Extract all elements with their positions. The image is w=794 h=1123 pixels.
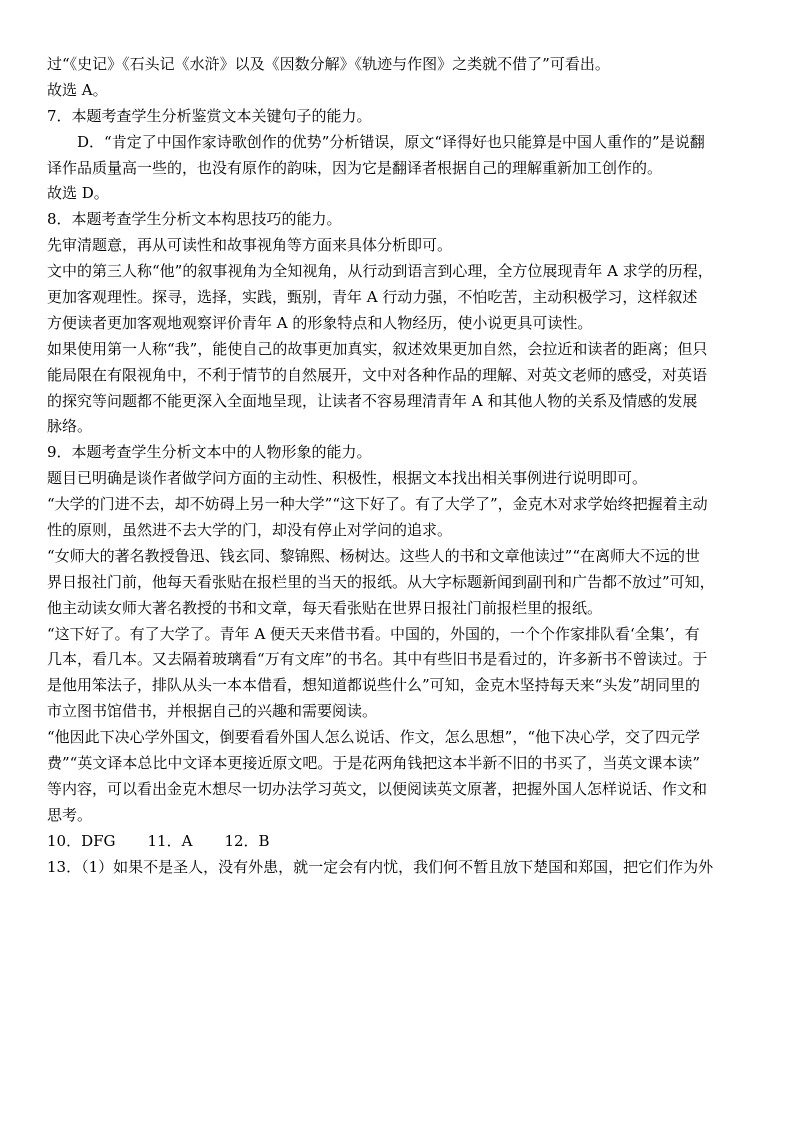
text-line: “女师大的著名教授鲁迅、钱玄同、黎锦熙、杨树达。这些人的书和文章他读过”“在离师大不远的世: [47, 546, 701, 565]
text-line: 费”“英文译本总比中文译本更接近原文吧。于是花两角钱把这本半新不旧的书买了，当英文课本读”: [47, 754, 701, 773]
text-line: “他因此下决心学外国文，倒要看看外国人怎么说话、作文，怎么思想”，“他下决心学，交了四元学: [47, 728, 701, 747]
text-line: 如果使用第一人称“我”，能使自己的故事更加真实，叙述效果更加自然，会拉近和读者的距离；但只: [47, 339, 708, 358]
text-line: 题目已明确是谈作者做学问方面的主动性、积极性，根据文本找出相关事例进行说明即可。: [47, 469, 648, 488]
text-line: D．“肯定了中国作家诗歌创作的优势”分析错误，原文“译得好也只能算是中国人重作的”是说翻: [77, 132, 705, 151]
text-line: 的探究等问题都不能更深入全面地呈现，让读者不容易理清青年 A 和其他人物的关系及情感的发展: [47, 391, 698, 410]
answer-12: 12．B: [224, 831, 270, 850]
text-line: 脉络。: [47, 417, 93, 436]
text-line: 先审清题意，再从可读性和故事视角等方面来具体分析即可。: [47, 236, 453, 255]
question-heading: 9．本题考查学生分析文本中的人物形象的能力。: [47, 443, 372, 462]
text-line: 界日报社门前，他每天看张贴在报栏里的当天的报纸。从大字标题新闻到副刊和广告都不放过”可知，: [47, 572, 715, 591]
answer-row: [47, 829, 767, 855]
text-line: 等内容，可以看出金克木想尽一切办法学习英文，以便阅读英文原著，把握外国人怎样说话、作文和: [47, 779, 708, 798]
text-line: 市立图书馆借书，并根据自己的兴趣和需要阅读。: [47, 702, 378, 721]
text-line: 是他用笨法子，排队从头一本本借看，想知道都说些什么”可知，金克木坚持每天来“头发”胡同里的: [47, 676, 701, 695]
question-heading: 8．本题考查学生分析文本构思技巧的能力。: [47, 210, 342, 229]
question-heading: 13．（1）如果不是圣人，没有外患，就一定会有内忧，我们何不暂且放下楚国和郑国，把它们作为外: [47, 857, 714, 876]
text-line: 文中的第三人称“他”的叙事视角为全知视角，从行动到语言到心理，全方位展现青年 A 求学的历程，: [47, 262, 713, 281]
text-line: 思考。: [47, 805, 93, 824]
text-line: 过“《史记》《石头记《水浒》以及《因数分解》《轨迹与作图》之类就不借了”可看出。: [47, 55, 610, 73]
text-line: “这下好了。有了大学了。青年 A 便天天来借书看。中国的，外国的，一个个作家排队看‘全集’，有: [47, 624, 700, 643]
text-line: 故选 A。: [47, 80, 108, 99]
document-body: [47, 52, 767, 881]
text-line: 方便读者更加客观地观察评价青年 A 的形象特点和人物经历，使小说更具可读性。: [47, 313, 593, 332]
text-line: 性的原则，虽然进不去大学的门，却没有停止对学问的追求。: [47, 521, 453, 540]
text-line: “大学的门进不去，却不妨碍上另一种大学”“这下好了。有了大学了”，金克木对求学始终把握着主动: [47, 495, 708, 514]
answer-10: 10．DFG: [47, 831, 116, 850]
question-heading: 7．本题考查学生分析鉴赏文本关键句子的能力。: [47, 106, 372, 125]
text-line: 几本，看几本。又去隔着玻璃看“万有文库”的书名。其中有些旧书是看过的，许多新书不曾读过。于: [47, 650, 708, 669]
answer-11: 11．A: [147, 831, 193, 850]
text-line: 译作品质量高一些的，也没有原作的韵味，因为它是翻译者根据自己的理解重新加工创作的。: [47, 158, 663, 177]
text-line: 能局限在有限视角中，不利于情节的自然展开，文中对各种作品的理解、对英文老师的感受，对英语: [47, 365, 708, 384]
text-line: 更加客观理性。探寻，选择，实践，甄别，青年 A 行动力强，不怕吃苦，主动积极学习，这样叙述: [47, 288, 698, 307]
text-line: 他主动读女师大著名教授的书和文章，每天看张贴在世界日报社门前报栏里的报纸。: [47, 598, 603, 617]
text-line: 故选 D。: [47, 184, 109, 203]
